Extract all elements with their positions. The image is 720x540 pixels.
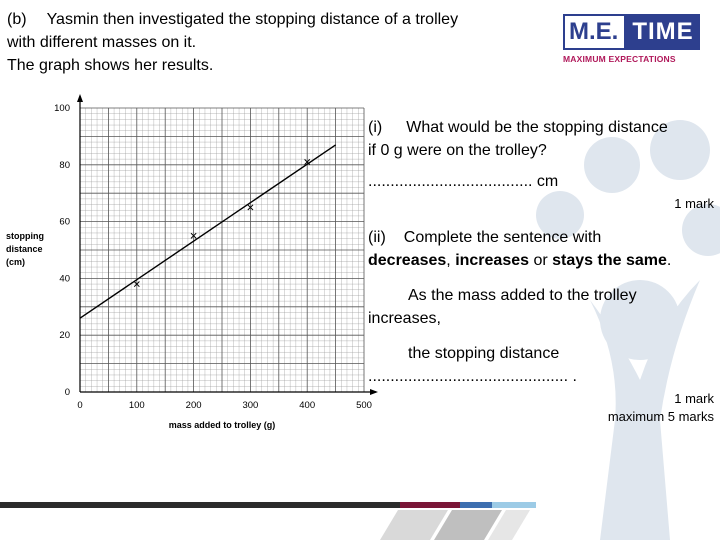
maximum-marks: maximum 5 marks: [607, 409, 714, 424]
bar-segment-red: [400, 502, 460, 508]
stopping-distance-graph: [0, 92, 383, 442]
logo-tagline: MAXIMUM EXPECTATIONS: [563, 54, 676, 64]
bar-segment-light: [492, 502, 536, 508]
y-tick-label: 100: [54, 103, 70, 114]
me-time-logo: [563, 14, 711, 70]
question-i: [368, 116, 714, 139]
questions-panel: [368, 116, 714, 426]
axes: [77, 94, 378, 395]
y-tick-label: 60: [59, 216, 70, 228]
part-label: (b): [7, 11, 27, 28]
question-ii-options: [368, 249, 714, 272]
logo-time-text: TIME: [626, 14, 699, 50]
intro-line-3: The graph shows her results.: [7, 57, 214, 74]
logo-me-text: M.E.: [563, 14, 626, 50]
y-tick-label: 80: [59, 159, 70, 171]
bar-segment-blue: [460, 502, 492, 508]
best-fit-line: [80, 145, 336, 318]
question-i-text: What would be the stopping distance: [406, 119, 668, 136]
data-marks: [80, 145, 336, 318]
y-tick-label: 20: [59, 330, 70, 342]
intro-line-1: [7, 8, 537, 31]
option-stays-the-same: stays the same: [552, 252, 667, 269]
intro-text: [7, 8, 537, 77]
x-tick-label: 100: [128, 400, 145, 411]
question-i-label: (i): [368, 119, 383, 136]
bottom-decorative-bar: [0, 502, 720, 540]
sentence-line-3: the stopping distance: [408, 345, 560, 362]
option-full-stop: .: [666, 252, 672, 269]
x-tick-label: 200: [185, 400, 202, 411]
question-i-mark: 1 mark: [674, 196, 714, 211]
y-tick-label: 0: [64, 387, 70, 398]
sentence-line-2: increases,: [368, 310, 441, 327]
y-axis-arrow: [77, 94, 83, 102]
x-tick-label: 500: [356, 400, 372, 411]
question-ii-answer-line[interactable]: ............................................. .: [368, 368, 577, 385]
question-i-answer-line[interactable]: ..................................... cm: [368, 173, 559, 190]
y-axis-label-line-2: distance: [6, 244, 43, 254]
intro-line-2: with different masses on it.: [7, 34, 197, 51]
grid-major-lines: [80, 108, 364, 392]
x-axis-label: mass added to trolley (g): [168, 420, 276, 430]
option-decreases: decreases: [368, 252, 447, 269]
question-ii-text: Complete the sentence with: [403, 229, 602, 246]
option-separator-2: or: [529, 252, 553, 269]
x-tick-label: 0: [77, 400, 83, 411]
y-axis-label-line-1: stopping: [6, 231, 44, 241]
bar-segment-dark: [0, 502, 400, 508]
x-tick-label: 400: [299, 400, 316, 411]
option-increases: increases: [455, 252, 530, 269]
sentence-line-1: As the mass added to the trolley: [408, 287, 637, 304]
y-axis-label-line-3: (cm): [6, 257, 26, 267]
question-ii-mark: 1 mark: [674, 391, 714, 406]
question-ii: [368, 226, 714, 249]
intro-line-1-text: Yasmin then investigated the stopping distance of a trolley: [46, 11, 459, 28]
question-ii-label: (ii): [368, 229, 386, 246]
question-i-line-2: if 0 g were on the trolley?: [368, 142, 547, 159]
y-tick-label: 40: [59, 273, 70, 285]
option-separator-1: ,: [446, 252, 456, 269]
x-tick-label: 300: [242, 400, 259, 411]
